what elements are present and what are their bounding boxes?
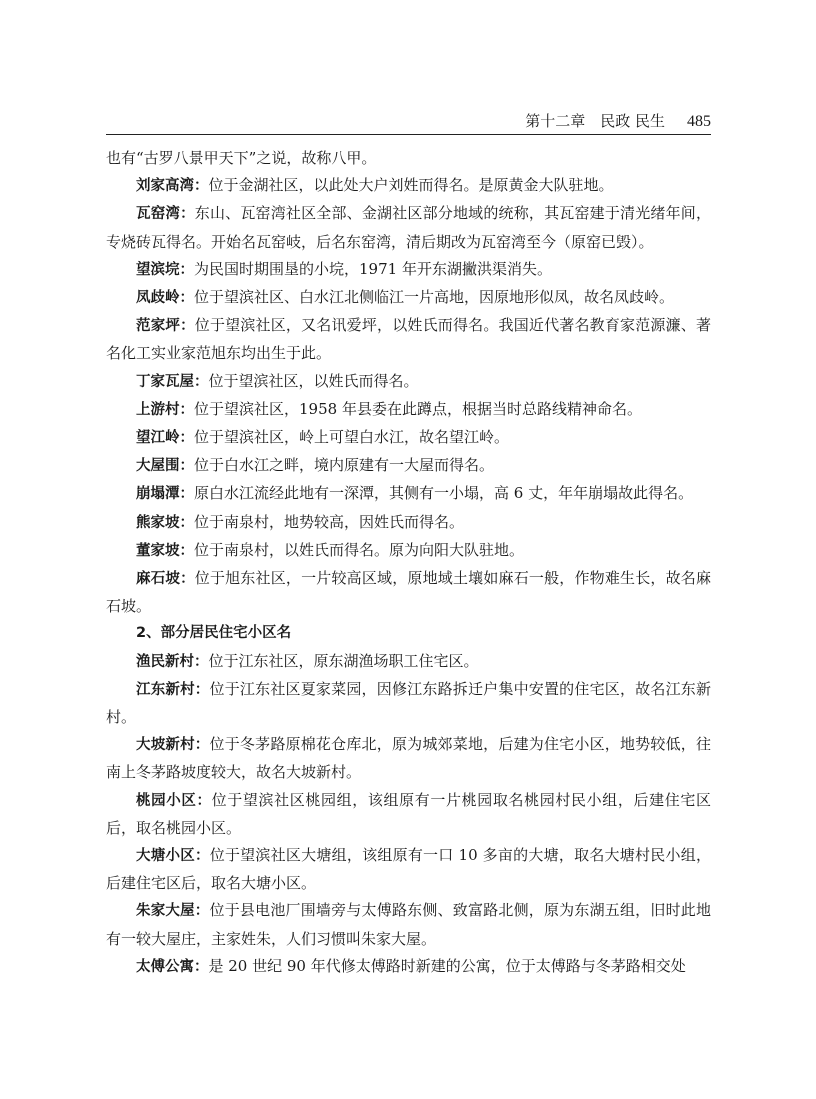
entry-description: 位于南泉村，地势较高，因姓氏而得名。	[194, 512, 465, 531]
entry-description: 位于望滨社区、白水江北侧临江一片高地，因原地形似凤，故名凤歧岭。	[194, 288, 675, 307]
entry-description: 位于望滨社区，1958 年县委在此蹲点，根据当时总路线精神命名。	[194, 399, 642, 418]
entry-paragraph	[106, 953, 711, 981]
page-number: 485	[687, 113, 711, 130]
entry-paragraph	[106, 648, 711, 676]
entry-term: 望江岭：	[136, 430, 194, 447]
running-header	[106, 108, 711, 135]
entry-paragraph	[106, 731, 711, 786]
entry-paragraph	[106, 787, 711, 842]
entry-term: 渔民新村：	[136, 653, 209, 670]
entry-term: 凤歧岭：	[136, 290, 194, 307]
entry-paragraph	[106, 565, 711, 620]
entry-paragraph	[106, 284, 711, 312]
entry-paragraph	[106, 676, 711, 731]
entry-paragraph	[106, 368, 711, 396]
entry-term: 丁家瓦屋：	[136, 373, 209, 390]
entry-term: 熊家坡：	[136, 514, 194, 531]
entry-paragraph	[106, 424, 711, 452]
entry-paragraph	[106, 256, 711, 284]
entry-description: 位于望滨社区，以姓氏而得名。	[208, 371, 419, 390]
entry-term: 崩塌潭：	[136, 486, 194, 503]
intro-continuation: 也有“古罗八景甲天下”之说，故称八甲。	[106, 149, 377, 167]
entry-description: 位于白水江之畔，境内原建有一大屋而得名。	[194, 456, 495, 475]
entry-paragraph	[106, 396, 711, 424]
entry-description: 东山、瓦窑湾社区全部、金湖社区部分地域的统称，其瓦窑建于清光绪年间，专烧砖瓦得名。开始名瓦窑岐，后名东窑湾，清后期改为瓦窑湾至今（原窑已毁）。	[106, 204, 711, 251]
entry-description: 位于江东社区夏家菜园，因修江东路拆迁户集中安置的住宅区，故名江东新村。	[106, 679, 711, 727]
entry-description: 位于望滨社区桃园组，该组原有一片桃园取名桃园村民小组，后建住宅区后，取名桃园小区。	[106, 790, 711, 837]
entry-description: 位于望滨社区，岭上可望白水江，故名望江岭。	[194, 428, 510, 447]
chapter-title: 第十二章 民政 民生	[525, 112, 665, 130]
entry-term: 麻石坡：	[136, 571, 195, 588]
entry-description: 为民国时期围垦的小垸，1971 年开东湖撇洪渠消失。	[194, 259, 552, 278]
section-heading: 2、部分居民住宅小区名	[136, 625, 292, 642]
document-page	[106, 0, 711, 1099]
entry-description: 位于南泉村，以姓氏而得名。原为向阳大队驻地。	[194, 540, 525, 559]
entry-paragraph	[106, 200, 711, 255]
entry-description: 位于江东社区，原东湖渔场职工住宅区。	[208, 651, 479, 670]
entry-term: 望滨垸：	[136, 261, 194, 278]
entry-description: 是 20 世纪 90 年代修太傅路时新建的公寓，位于太傅路与冬茅路相交处	[208, 956, 686, 975]
entry-paragraph	[106, 537, 711, 565]
entry-term: 朱家大屋：	[136, 903, 210, 920]
entry-term: 瓦窑湾：	[136, 206, 195, 223]
entry-paragraph	[106, 312, 711, 367]
entry-term: 上游村：	[136, 401, 194, 418]
entry-description: 位于旭东社区，一片较高区域，原地域土壤如麻石一般，作物难生长，故名麻石坡。	[106, 569, 711, 616]
entry-description: 位于冬茅路原棉花仓库北，原为城郊菜地，后建为住宅小区，地势较低，往南上冬茅路坡度较大，故名大坡新村。	[106, 735, 711, 782]
entry-term: 大屋围：	[136, 458, 194, 475]
entry-description: 位于望滨社区大塘组，该组原有一口 10 多亩的大塘，取名大塘村民小组，后建住宅区后，取名大塘小区。	[106, 846, 711, 893]
entry-paragraph	[106, 509, 711, 537]
entry-term: 太傅公寓：	[136, 958, 209, 975]
entry-term: 范家坪：	[136, 318, 195, 335]
body-text	[106, 145, 711, 981]
residential-area-entries	[106, 648, 711, 981]
entry-term: 董家坡：	[136, 542, 194, 559]
entry-term: 刘家高湾：	[136, 178, 209, 195]
entry-term: 大塘小区：	[136, 848, 210, 865]
entry-description: 位于望滨社区，又名讯爱坪，以姓氏而得名。我国近代著名教育家范源濂、著名化工实业家范旭东均出生于此。	[106, 316, 711, 363]
entry-term: 大坡新村：	[136, 737, 210, 754]
entry-term: 桃园小区：	[136, 792, 212, 809]
entry-description: 位于县电池厂围墙旁与太傅路东侧、致富路北侧，原为东湖五组，旧时此地有一较大屋庄，主家姓朱，人们习惯叫朱家大屋。	[106, 901, 711, 948]
entry-description: 位于金湖社区，以此处大户刘姓而得名。是原黄金大队驻地。	[208, 176, 614, 195]
entry-paragraph	[106, 480, 711, 508]
entry-paragraph	[106, 172, 711, 200]
entry-term: 江东新村：	[136, 681, 210, 698]
entry-paragraph	[106, 452, 711, 480]
entry-paragraph	[106, 897, 711, 952]
entry-description: 原白水江流经此地有一深潭，其侧有一小塌，高 6 丈，年年崩塌故此得名。	[194, 484, 694, 503]
place-name-entries	[106, 172, 711, 620]
entry-paragraph	[106, 842, 711, 897]
